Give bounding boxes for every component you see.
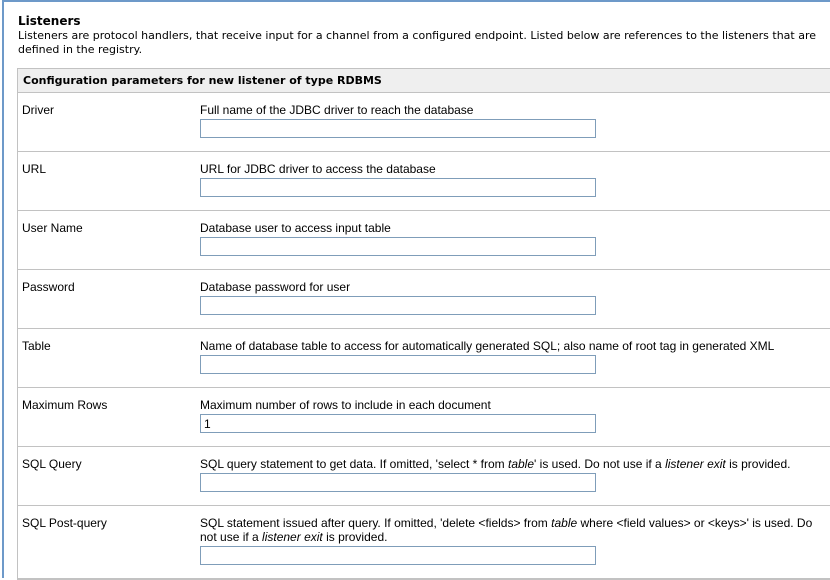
table-header: Configuration parameters for new listener of type RDBMS [18, 69, 830, 93]
description-text: SQL statement issued after query. If omitted, 'delete <fields> from [200, 516, 552, 530]
param-input[interactable] [200, 119, 596, 138]
param-label: Maximum Rows [22, 398, 108, 412]
param-input[interactable] [200, 473, 596, 492]
param-description [200, 339, 830, 353]
param-label: SQL Query [22, 457, 82, 471]
table-row [18, 152, 830, 211]
param-label: Driver [22, 103, 54, 117]
param-input[interactable] [200, 414, 596, 433]
param-description [200, 221, 830, 235]
table-row [18, 211, 830, 270]
description-text: is provided. [725, 457, 791, 471]
page-intro: Listeners are protocol handlers, that receive input for a channel from a configured endpoint. Listed below are references to the listeners that are defined in the registry. [18, 29, 817, 56]
table-row [18, 388, 830, 447]
description-text: SQL query statement to get data. If omitted, 'select * from [200, 457, 508, 471]
table-row [18, 506, 830, 579]
description-text: listener exit [665, 457, 726, 471]
param-description [200, 398, 830, 412]
param-label: User Name [22, 221, 83, 235]
param-description [200, 103, 830, 117]
table-row [18, 329, 830, 388]
description-text: table [551, 516, 578, 530]
param-label: URL [22, 162, 47, 176]
table-row [18, 93, 830, 152]
param-description [200, 457, 830, 471]
page-title: Listeners [18, 14, 81, 28]
param-description [200, 516, 830, 544]
description-text: where <field values> or <keys>' is used. Do not use if a [200, 516, 813, 544]
description-text: listener exit [262, 530, 323, 544]
description-text: URL for JDBC driver to access the database [200, 162, 436, 176]
description-text: ' is used. Do not use if a [534, 457, 666, 471]
param-label: Password [22, 280, 75, 294]
param-input[interactable] [200, 296, 596, 315]
param-input[interactable] [200, 178, 596, 197]
param-description [200, 162, 830, 176]
description-text: Full name of the JDBC driver to reach the database [200, 103, 474, 117]
description-text: Database user to access input table [200, 221, 391, 235]
description-text: table [508, 457, 535, 471]
table-row [18, 447, 830, 506]
param-label: SQL Post-query [22, 516, 107, 530]
param-label: Table [22, 339, 51, 353]
param-input[interactable] [200, 237, 596, 256]
description-text: Database password for user [200, 280, 351, 294]
param-input[interactable] [200, 546, 596, 565]
param-description [200, 280, 830, 294]
table-row [18, 270, 830, 329]
description-text: Name of database table to access for automatically generated SQL; also name of root tag in generated XML [200, 339, 775, 353]
description-text: is provided. [322, 530, 388, 544]
param-input[interactable] [200, 355, 596, 374]
config-table [17, 68, 830, 580]
description-text: Maximum number of rows to include in each document [200, 398, 491, 412]
